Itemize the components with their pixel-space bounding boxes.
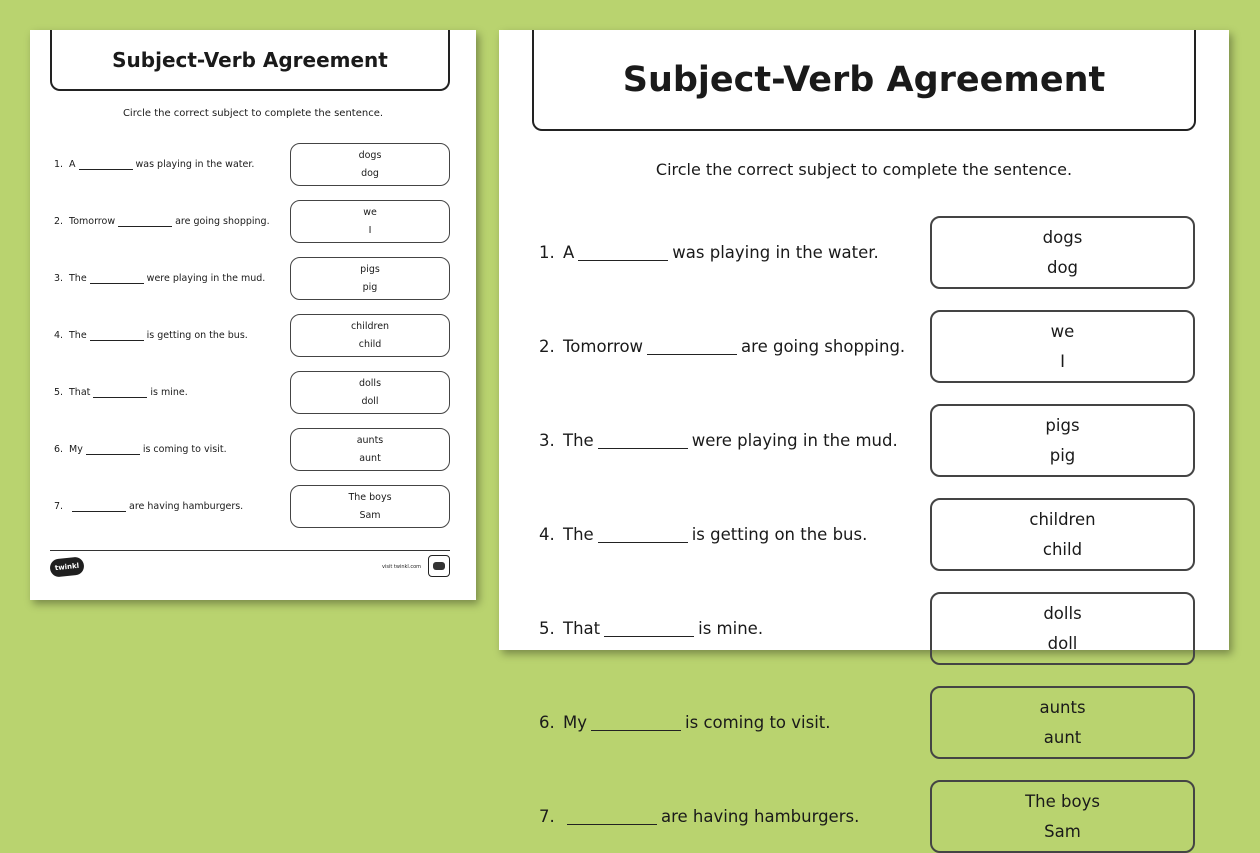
- choice-option: I: [368, 224, 372, 236]
- choice-box: [930, 780, 1195, 853]
- twinkl-logo: twinkl: [49, 556, 85, 577]
- sentence-start: The: [69, 330, 87, 341]
- answer-blank: [578, 244, 668, 261]
- choice-box: [290, 257, 450, 300]
- sentence-end: was playing in the water.: [672, 243, 879, 262]
- answer-blank: [647, 338, 737, 355]
- sentence-end: is coming to visit.: [142, 444, 227, 455]
- choice-option: Sam: [1044, 821, 1081, 841]
- sentence-start: My: [563, 713, 588, 732]
- sentence-start: That: [69, 387, 91, 398]
- sentence-end: is getting on the bus.: [691, 525, 868, 544]
- question-number: 2.: [539, 337, 555, 356]
- sentence-end: is getting on the bus.: [146, 330, 248, 341]
- choice-option: dog: [361, 167, 379, 179]
- question-number: 5.: [54, 387, 64, 398]
- sentence-start: The: [563, 431, 594, 450]
- sentence-start: My: [69, 444, 83, 455]
- sentence-start: The: [563, 525, 594, 544]
- footer-divider: [50, 550, 450, 551]
- worksheet-preview-small: [30, 30, 476, 600]
- question-sentence: [539, 592, 763, 665]
- sentence-start: Tomorrow: [563, 337, 644, 356]
- question-number: 3.: [54, 273, 64, 284]
- question-sentence: [539, 686, 831, 759]
- choice-option: aunts: [356, 435, 384, 447]
- question-sentence: [54, 314, 248, 357]
- question-sentence: [54, 485, 243, 528]
- choice-box: [290, 200, 450, 243]
- choice-option: child: [358, 338, 382, 350]
- question-sentence: [54, 428, 227, 471]
- choice-box: [930, 310, 1195, 383]
- worksheet-preview-large: [499, 30, 1229, 841]
- choice-option: doll: [1047, 633, 1078, 653]
- choice-box: [290, 371, 450, 414]
- choice-box: [290, 485, 450, 528]
- choice-option: The boys: [348, 492, 392, 504]
- choice-box: [290, 314, 450, 357]
- sentence-end: are having hamburgers.: [661, 807, 860, 826]
- answer-blank: [90, 274, 144, 284]
- answer-blank: [591, 714, 681, 731]
- choice-option: dogs: [1042, 228, 1083, 248]
- choice-option: we: [1050, 322, 1075, 342]
- choice-option: aunt: [359, 452, 381, 464]
- question-number: 6.: [539, 713, 555, 732]
- sentence-end: are having hamburgers.: [129, 501, 244, 512]
- sentence-end: are going shopping.: [175, 216, 270, 227]
- question-sentence: [54, 143, 254, 186]
- badge-icon: [428, 555, 450, 577]
- question-number: 7.: [54, 501, 64, 512]
- question-number: 4.: [539, 525, 555, 544]
- choice-option: The boys: [1025, 792, 1100, 812]
- choice-box: [930, 404, 1195, 477]
- sentence-start: The: [69, 273, 87, 284]
- choice-box: [930, 216, 1195, 289]
- answer-blank: [118, 217, 172, 227]
- question-sentence: [539, 404, 898, 477]
- sentence-end: is mine.: [150, 387, 188, 398]
- answer-blank: [79, 160, 133, 170]
- question-sentence: [54, 257, 265, 300]
- choice-box: [930, 686, 1195, 759]
- question-number: 6.: [54, 444, 64, 455]
- choice-box: [930, 498, 1195, 571]
- footer-url: visit twinkl.com: [382, 564, 422, 570]
- choice-option: pig: [362, 281, 378, 293]
- choice-option: dolls: [358, 378, 382, 390]
- question-sentence: [54, 371, 188, 414]
- choice-option: pig: [1049, 445, 1076, 465]
- choice-option: aunts: [1039, 698, 1086, 718]
- sentence-start: A: [563, 243, 575, 262]
- question-number: 2.: [54, 216, 64, 227]
- answer-blank: [90, 331, 144, 341]
- question-sentence: [539, 310, 905, 383]
- answer-blank: [72, 502, 126, 512]
- question-sentence: [539, 498, 867, 571]
- question-number: 1.: [54, 159, 64, 170]
- answer-blank: [598, 526, 688, 543]
- sentence-end: was playing in the water.: [135, 159, 255, 170]
- question-sentence: [539, 780, 859, 853]
- choice-option: dog: [1046, 257, 1079, 277]
- worksheet-title: Subject-Verb Agreement: [532, 30, 1196, 131]
- worksheet-instruction: Circle the correct subject to complete the sentence.: [122, 108, 384, 119]
- question-number: 5.: [539, 619, 555, 638]
- sentence-end: were playing in the mud.: [146, 273, 266, 284]
- choice-option: we: [363, 207, 377, 219]
- answer-blank: [604, 620, 694, 637]
- choice-option: children: [350, 321, 390, 333]
- sentence-end: are going shopping.: [741, 337, 906, 356]
- sentence-end: is coming to visit.: [685, 713, 831, 732]
- choice-box: [290, 428, 450, 471]
- sentence-start: Tomorrow: [69, 216, 116, 227]
- choice-option: I: [1060, 351, 1065, 371]
- question-number: 4.: [54, 330, 64, 341]
- choice-option: Sam: [359, 509, 381, 521]
- sentence-end: is mine.: [698, 619, 764, 638]
- question-number: 1.: [539, 243, 555, 262]
- answer-blank: [567, 808, 657, 825]
- sentence-start: A: [69, 159, 76, 170]
- question-number: 7.: [539, 807, 555, 826]
- choice-option: dolls: [1043, 604, 1082, 624]
- sentence-end: were playing in the mud.: [691, 431, 898, 450]
- worksheet-title: Subject-Verb Agreement: [50, 30, 450, 91]
- choice-option: pigs: [1045, 416, 1080, 436]
- question-number: 3.: [539, 431, 555, 450]
- question-sentence: [539, 216, 879, 289]
- question-sentence: [54, 200, 270, 243]
- choice-box: [930, 592, 1195, 665]
- choice-option: pigs: [360, 264, 380, 276]
- choice-option: children: [1029, 510, 1096, 530]
- answer-blank: [93, 388, 147, 398]
- choice-option: aunt: [1043, 727, 1082, 747]
- choice-option: child: [1042, 539, 1083, 559]
- choice-box: [290, 143, 450, 186]
- choice-option: doll: [361, 395, 379, 407]
- choice-option: dogs: [358, 150, 382, 162]
- answer-blank: [598, 432, 688, 449]
- sentence-start: That: [563, 619, 601, 638]
- worksheet-instruction: Circle the correct subject to complete the sentence.: [655, 160, 1073, 179]
- answer-blank: [86, 445, 140, 455]
